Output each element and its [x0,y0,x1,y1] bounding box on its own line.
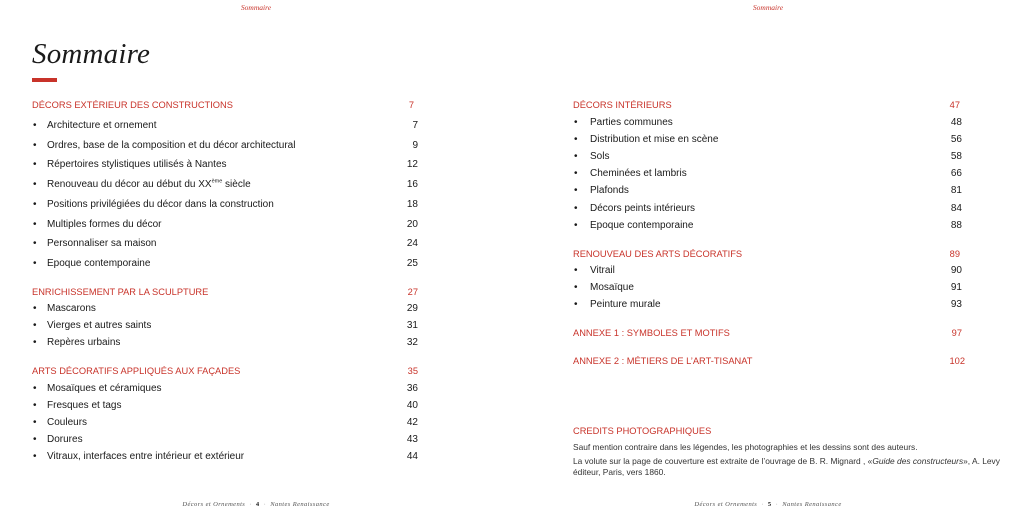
toc-page-number: 84 [950,203,962,214]
toc-item: Mosaïques et céramiques [47,383,162,394]
toc-item: Vitraux, interfaces entre intérieur et extérieur [47,451,245,462]
toc-item: Mascarons [47,303,96,314]
toc-page-number: 40 [406,400,418,411]
section-heading: ANNEXE 1 : SYMBOLES ET MOTIFS [573,328,730,338]
toc-item-text: Renouveau du décor au début du XX [47,179,212,190]
toc-page-number: 24 [406,238,418,249]
toc-page-number: 66 [950,168,962,179]
bullet-icon: • [33,199,37,210]
section-heading: RENOUVEAU DES ARTS DÉCORATIFS [573,249,743,259]
section-page-number: 102 [949,356,965,366]
bullet-icon: • [33,320,37,331]
toc-item: Parties communes [590,117,673,128]
toc-item [47,179,251,190]
footer-book-title: Décors et Ornements [182,501,246,508]
section-page-number: 89 [949,249,960,259]
toc-page-number: 56 [950,134,962,145]
bullet-icon: • [33,120,37,131]
bullet-icon: • [574,151,578,162]
toc-page-number: 58 [950,151,962,162]
bullet-icon: • [33,303,37,314]
bullet-icon: • [574,203,578,214]
bullet-icon: • [574,185,578,196]
credits-text: Sauf mention contraire dans les légendes, les photographies et les dessins sont des auteurs. [573,442,918,452]
footer-series-title: Nantes Renaissance [782,501,842,508]
bullet-icon: • [33,417,37,428]
toc-item: Vierges et autres saints [47,320,152,331]
toc-page-number: 43 [406,434,418,445]
toc-item-text: siècle [222,179,251,190]
running-head: Sommaire [752,3,784,12]
credits-text-part: La volute sur la page de couverture est extraite de l’ouvrage de B. R. Mignard , « [573,456,873,466]
toc-page-number: 9 [412,140,418,151]
credits-text [573,456,1018,478]
bullet-icon: • [574,168,578,179]
credits-text-part: », A. Levy éditeur, Paris, vers 1860. [573,456,1000,477]
section-heading: DÉCORS INTÉRIEURS [573,100,672,110]
footer-separator: · [773,501,783,508]
toc-item: Ordres, base de la composition et du décor architectural [47,140,296,151]
toc-item: Plafonds [590,185,629,196]
bullet-icon: • [33,451,37,462]
footer-separator: · [759,501,768,508]
toc-item: Répertoires stylistiques utilisés à Nantes [47,159,227,170]
toc-item: Dorures [47,434,83,445]
toc-item-superscript: ème [211,178,223,185]
toc-page-number: 42 [406,417,418,428]
bullet-icon: • [33,434,37,445]
toc-page-number: 20 [406,219,418,230]
section-page-number: 27 [407,287,418,297]
toc-item: Mosaïque [590,282,634,293]
bullet-icon: • [574,299,578,310]
page-footer [512,501,1024,508]
bullet-icon: • [33,400,37,411]
section-page-number: 97 [951,328,962,338]
toc-item: Positions privilégiées du décor dans la construction [47,199,274,210]
toc-item: Architecture et ornement [47,120,157,131]
bullet-icon: • [574,117,578,128]
bullet-icon: • [33,238,37,249]
bullet-icon: • [33,258,37,269]
toc-page-number: 29 [406,303,418,314]
section-heading: ANNEXE 2 : MÉTIERS DE L’ART-TISANAT [573,356,753,366]
toc-item: Distribution et mise en scène [590,134,719,145]
toc-item: Vitrail [590,265,615,276]
bullet-icon: • [574,265,578,276]
section-heading: ENRICHISSEMENT PAR LA SCULPTURE [32,287,209,297]
bullet-icon: • [33,337,37,348]
toc-page-number: 25 [406,258,418,269]
toc-item: Peinture murale [590,299,661,310]
toc-item: Epoque contemporaine [47,258,151,269]
toc-page-number: 48 [950,117,962,128]
toc-item: Sols [590,151,610,162]
toc-page-number: 88 [950,220,962,231]
toc-page-number: 81 [950,185,962,196]
toc-page-number: 18 [406,199,418,210]
section-page-number: 7 [408,100,414,110]
right-page [512,0,1024,512]
toc-page-number: 12 [406,159,418,170]
bullet-icon: • [574,282,578,293]
toc-page-number: 91 [950,282,962,293]
footer-series-title: Nantes Renaissance [270,501,330,508]
bullet-icon: • [574,220,578,231]
page-footer [0,501,512,508]
bullet-icon: • [33,140,37,151]
footer-separator: · [261,501,271,508]
section-page-number: 35 [407,366,418,376]
page-title: Sommaire [32,38,151,70]
toc-page-number: 90 [950,265,962,276]
toc-page-number: 44 [406,451,418,462]
toc-page-number: 36 [406,383,418,394]
title-accent-bar [32,78,57,82]
toc-item: Multiples formes du décor [47,219,162,230]
running-head: Sommaire [240,3,272,12]
toc-item: Epoque contemporaine [590,220,694,231]
credits-heading: CREDITS PHOTOGRAPHIQUES [573,426,712,436]
bullet-icon: • [33,159,37,170]
credits-book-title: Guide des constructeurs [872,456,964,466]
bullet-icon: • [33,219,37,230]
toc-item: Décors peints intérieurs [590,203,696,214]
toc-page-number: 16 [406,179,418,190]
section-heading: DÉCORS EXTÉRIEUR DES CONSTRUCTIONS [32,100,233,110]
toc-page-number: 7 [412,120,418,131]
section-heading: ARTS DÉCORATIFS APPLIQUÉS AUX FAÇADES [32,366,241,376]
bullet-icon: • [574,134,578,145]
footer-page-number: 5 [767,501,772,508]
footer-book-title: Décors et Ornements [694,501,758,508]
toc-item: Fresques et tags [47,400,122,411]
toc-page-number: 31 [406,320,418,331]
toc-item: Couleurs [47,417,88,428]
bullet-icon: • [33,179,37,190]
footer-separator: · [247,501,256,508]
toc-page-number: 32 [406,337,418,348]
section-page-number: 47 [949,100,960,110]
toc-item: Personnaliser sa maison [47,238,157,249]
toc-page-number: 93 [950,299,962,310]
toc-item: Repères urbains [47,337,121,348]
footer-page-number: 4 [255,501,260,508]
bullet-icon: • [33,383,37,394]
toc-item: Cheminées et lambris [590,168,687,179]
